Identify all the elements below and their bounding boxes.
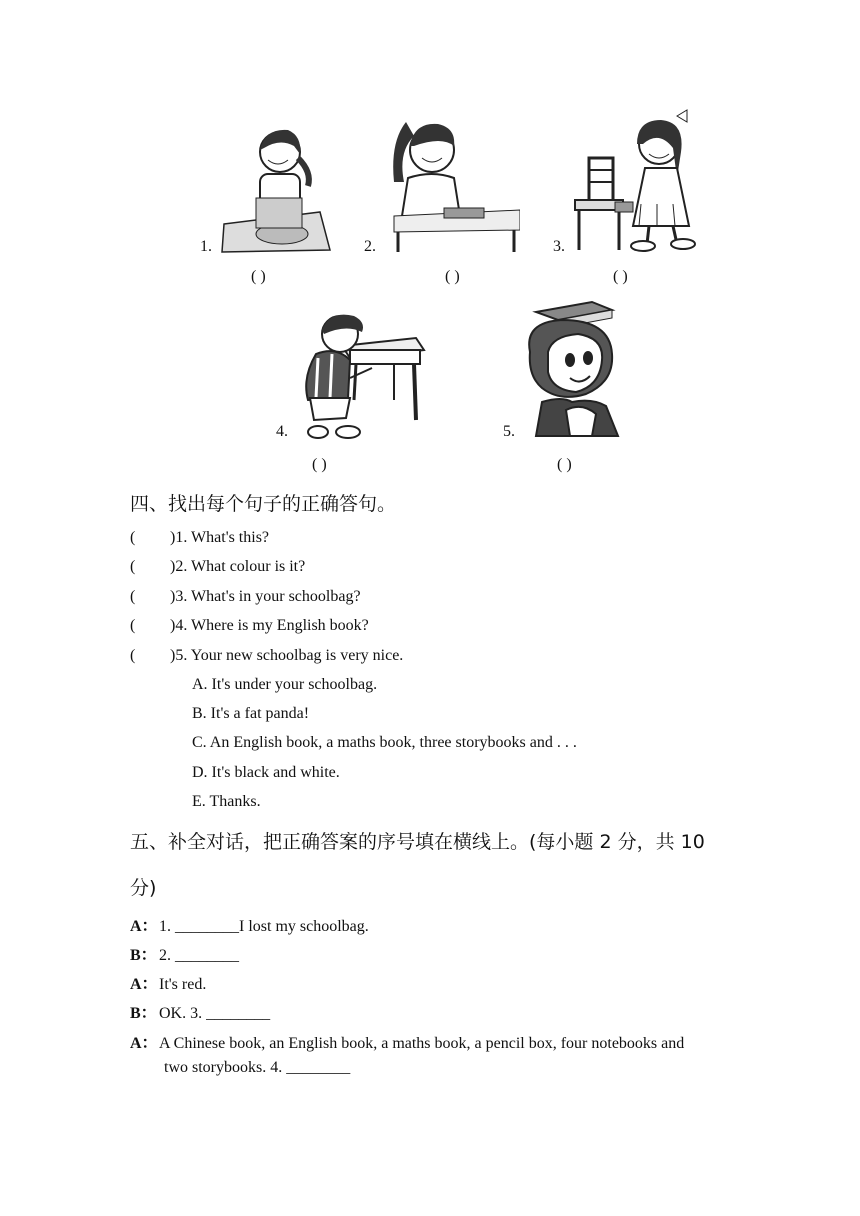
section5-heading: 五、补全对话，把正确答案的序号填在横线上。(每小题 2 分，共 10 bbox=[130, 831, 705, 853]
section5-heading-cont: 分) bbox=[130, 877, 157, 899]
line-text: OK. 3. ________ bbox=[159, 1005, 271, 1022]
option-c: C. An English book, a maths book, three storybooks and . . . bbox=[192, 734, 577, 751]
answer-paren-3: ( ) bbox=[613, 268, 628, 285]
line-text: 1. ________I lost my schoolbag. bbox=[159, 918, 369, 935]
answer-paren-1: ( ) bbox=[251, 268, 266, 285]
dialogue-line-2 bbox=[130, 942, 239, 965]
section4-heading: 四、找出每个句子的正确答句。 bbox=[130, 493, 397, 515]
question-text: )1. What's this? bbox=[170, 529, 270, 546]
girl-by-chair-icon bbox=[573, 108, 697, 254]
speaker: B： bbox=[130, 1005, 157, 1022]
question-3 bbox=[130, 588, 361, 606]
boy-book-on-head-icon bbox=[522, 298, 622, 438]
answer-paren: ( bbox=[130, 647, 136, 664]
picture-number-1: 1. bbox=[200, 238, 212, 255]
answer-paren: ( bbox=[130, 558, 136, 575]
boy-under-desk-icon bbox=[296, 308, 428, 440]
question-4 bbox=[130, 617, 369, 635]
picture-number-2: 2. bbox=[364, 238, 376, 255]
speaker: A： bbox=[130, 1035, 158, 1052]
option-d: D. It's black and white. bbox=[192, 764, 340, 781]
question-2 bbox=[130, 558, 305, 576]
line-text: A Chinese book, an English book, a maths book, a pencil box, four notebooks and bbox=[159, 1035, 685, 1052]
speaker: A： bbox=[130, 918, 158, 935]
answer-paren: ( bbox=[130, 588, 136, 605]
picture-number-5: 5. bbox=[503, 423, 515, 440]
dialogue-line-6 bbox=[164, 1059, 350, 1077]
line-text: two storybooks. 4. ________ bbox=[164, 1059, 351, 1076]
picture-number-4: 4. bbox=[276, 423, 288, 440]
question-5 bbox=[130, 647, 403, 665]
question-1 bbox=[130, 529, 269, 547]
dialogue-line-1 bbox=[130, 913, 369, 936]
girl-with-schoolbag-icon bbox=[220, 124, 332, 254]
speaker: B： bbox=[130, 947, 157, 964]
answer-paren-2: ( ) bbox=[445, 268, 460, 285]
line-text: 2. ________ bbox=[159, 947, 239, 964]
option-e: E. Thanks. bbox=[192, 793, 261, 810]
picture-number-3: 3. bbox=[553, 238, 565, 255]
answer-paren: ( bbox=[130, 617, 136, 634]
question-text: )3. What's in your schoolbag? bbox=[170, 588, 361, 605]
question-text: )2. What colour is it? bbox=[170, 558, 306, 575]
question-text: )4. Where is my English book? bbox=[170, 617, 369, 634]
dialogue-line-4 bbox=[130, 1000, 270, 1023]
dialogue-line-3 bbox=[130, 971, 206, 994]
line-text: It's red. bbox=[159, 976, 207, 993]
speaker: A： bbox=[130, 976, 158, 993]
option-a: A. It's under your schoolbag. bbox=[192, 676, 378, 693]
answer-paren-5: ( ) bbox=[557, 456, 572, 473]
girl-at-desk-icon bbox=[384, 112, 520, 254]
answer-paren: ( bbox=[130, 529, 136, 546]
question-text: )5. Your new schoolbag is very nice. bbox=[170, 647, 404, 664]
dialogue-line-5 bbox=[130, 1030, 684, 1053]
option-b: B. It's a fat panda! bbox=[192, 705, 310, 722]
answer-paren-4: ( ) bbox=[312, 456, 327, 473]
